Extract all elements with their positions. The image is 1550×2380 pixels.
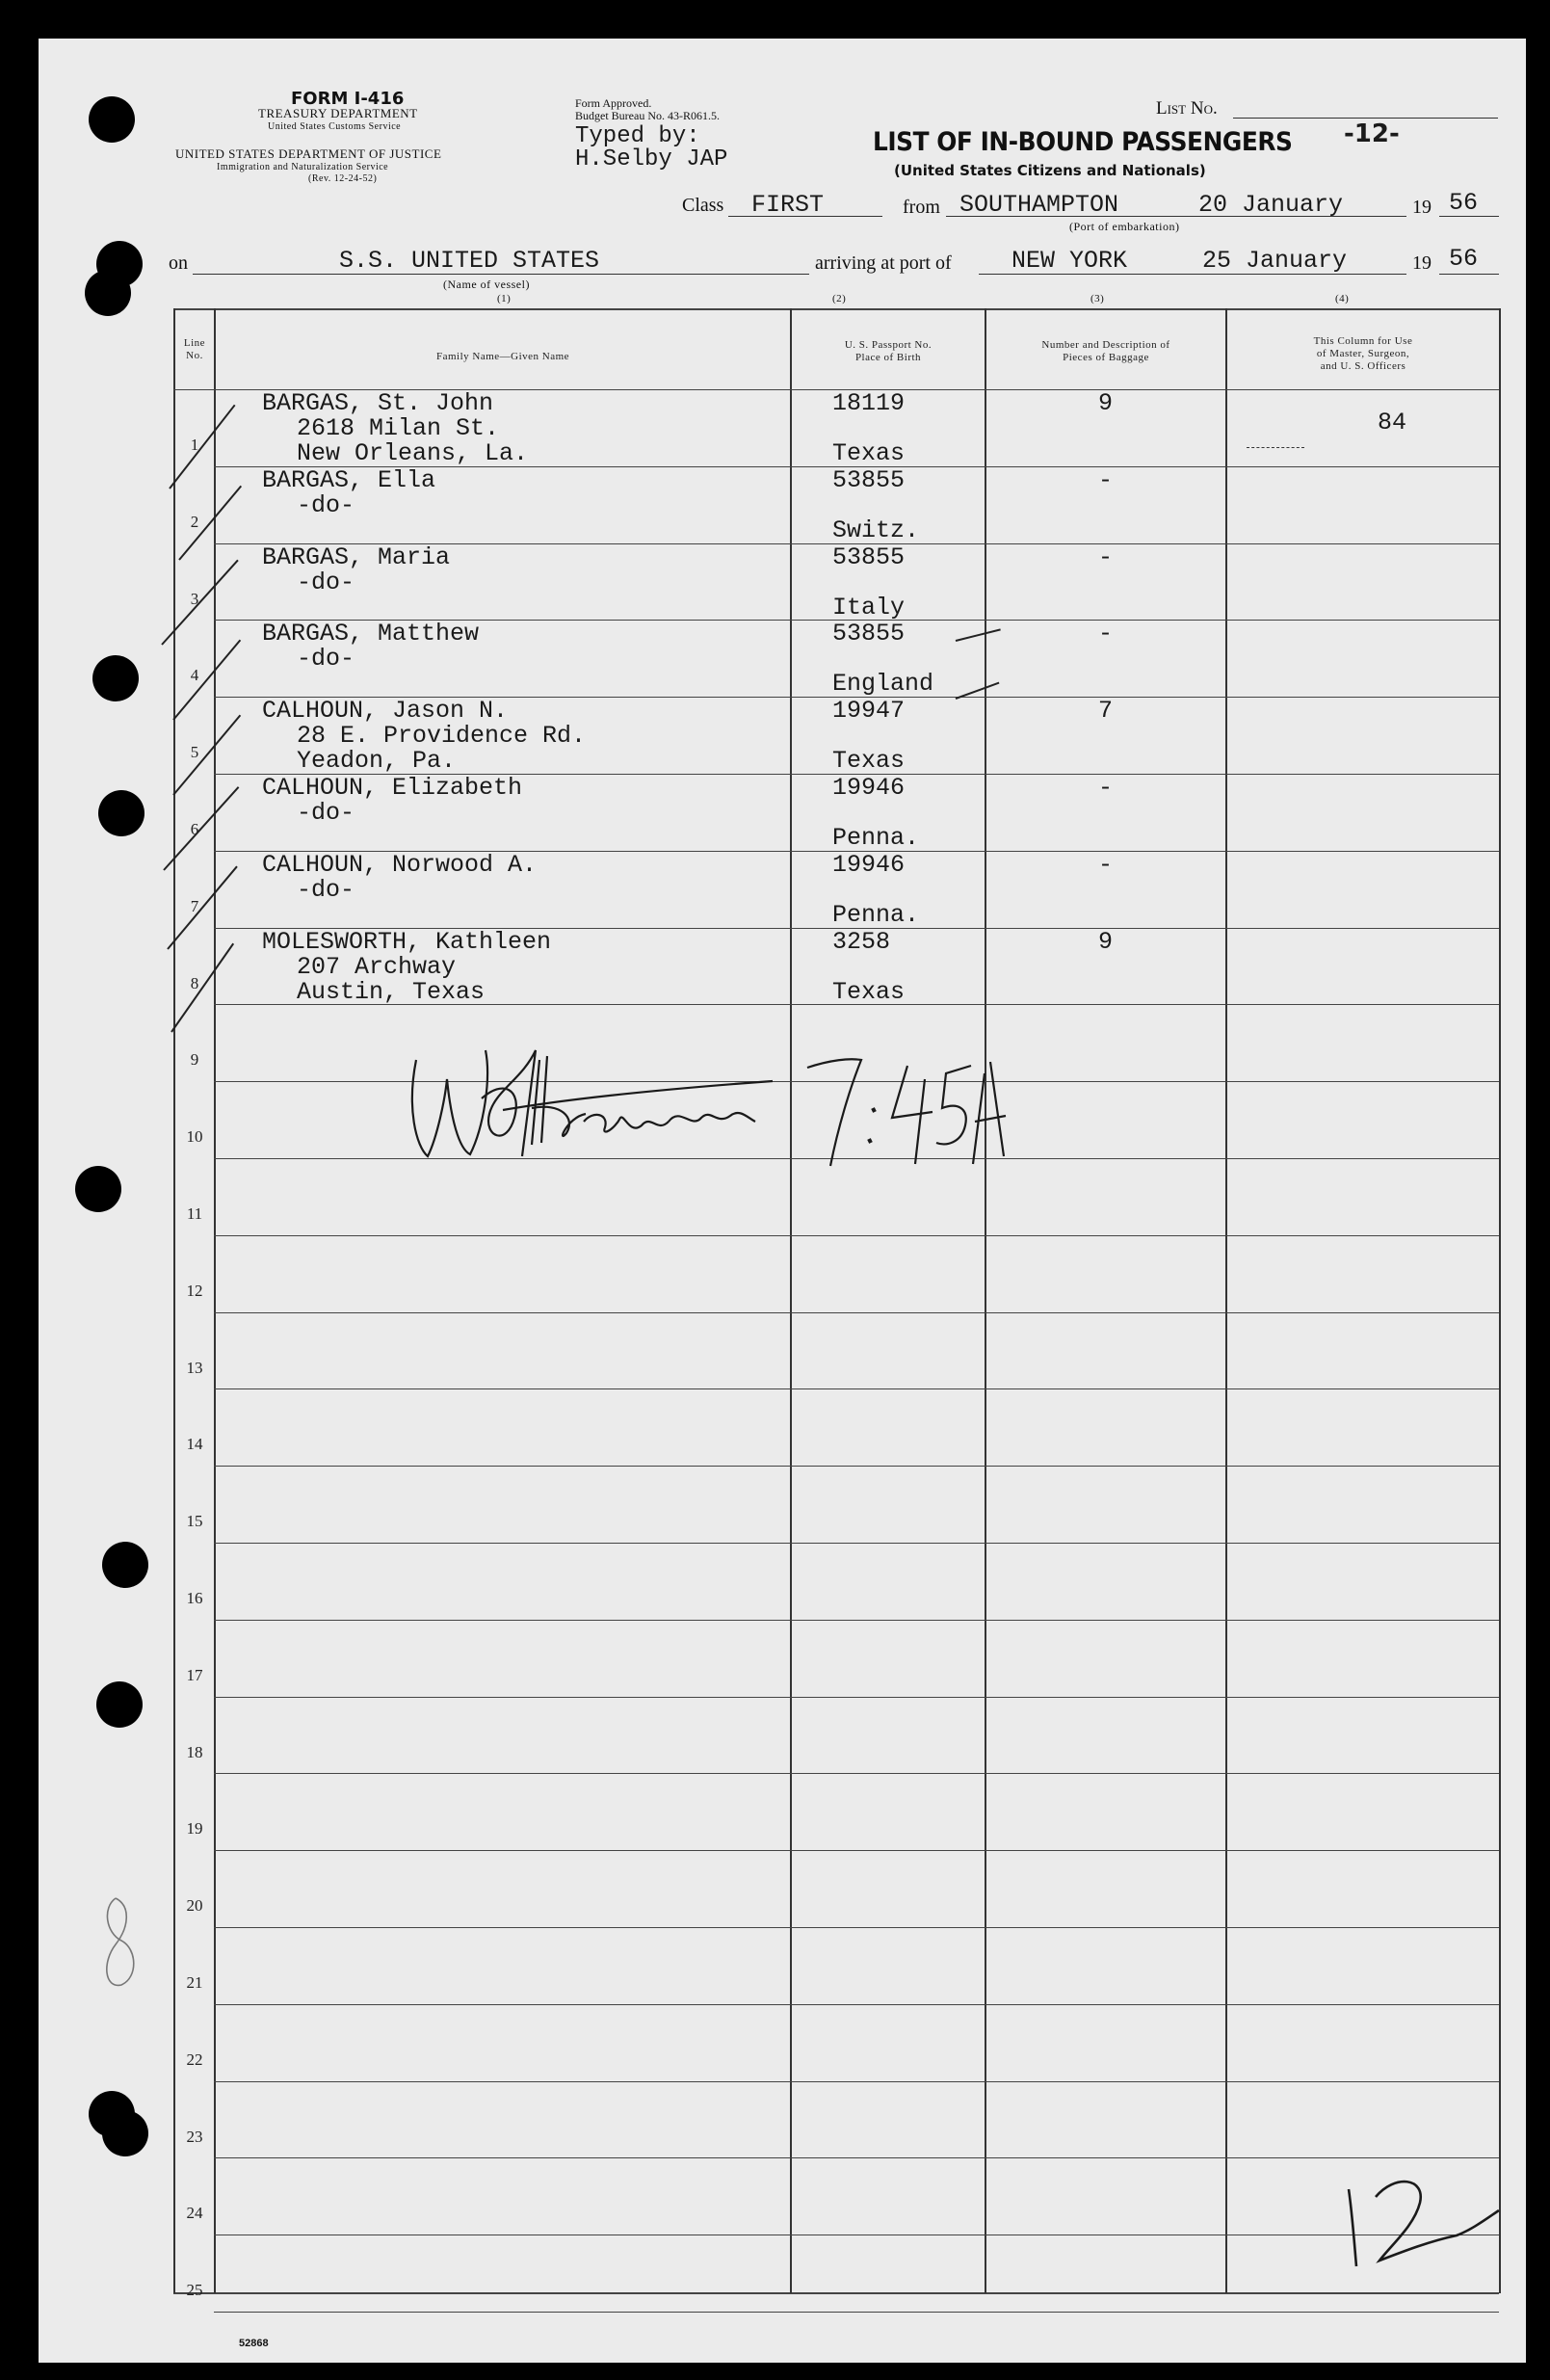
binder-hole — [102, 1542, 148, 1588]
baggage-count: - — [1098, 620, 1114, 648]
col-header-line: Line No. — [183, 337, 206, 361]
line-number: 24 — [186, 2204, 203, 2223]
signature — [378, 1021, 782, 1166]
from-label: from — [903, 197, 940, 218]
line-number: 17 — [186, 1665, 203, 1684]
line-number: 13 — [186, 1358, 203, 1377]
row-divider — [214, 1773, 1499, 1774]
passenger-name: BARGAS, Maria — [262, 542, 451, 571]
document-page — [39, 39, 1526, 2363]
place-of-birth: Texas — [832, 439, 906, 467]
place-of-birth: Texas — [832, 977, 906, 1006]
line-number: 18 — [186, 1742, 203, 1761]
passenger-address-1: 28 E. Providence Rd. — [297, 722, 587, 751]
list-no: -12- — [1344, 119, 1400, 148]
binder-hole — [96, 1681, 143, 1728]
col-header-name: Family Name—Given Name — [435, 351, 570, 362]
officer-mark: 84 — [1378, 409, 1407, 436]
passenger-address-1: 207 Archway — [297, 952, 457, 981]
class-value: FIRST — [751, 191, 825, 219]
justice-dept: UNITED STATES DEPARTMENT OF JUSTICE — [175, 146, 442, 161]
margin-mark — [92, 1889, 150, 1995]
col-header-baggage-2: Pieces of Baggage — [1063, 352, 1149, 363]
page-mark — [1337, 2168, 1501, 2274]
line-number: 15 — [186, 1512, 203, 1531]
line-number: 11 — [186, 1204, 203, 1223]
place-of-birth: England — [832, 670, 934, 699]
baggage-count: 9 — [1098, 927, 1114, 956]
row-divider — [214, 1388, 1499, 1389]
place-of-birth: Penna. — [832, 824, 920, 852]
line-number: 12 — [186, 1281, 203, 1300]
line-number: 23 — [186, 2127, 203, 2146]
line-number: 5 — [190, 743, 199, 762]
line-number: 10 — [186, 1127, 203, 1147]
col-header-officer-1: This Column for Use — [1313, 335, 1413, 347]
department: TREASURY DEPARTMENT — [258, 106, 418, 120]
print-code: 52868 — [239, 2338, 269, 2349]
line-number: 2 — [190, 512, 199, 531]
year-prefix: 19 — [1412, 197, 1432, 218]
baggage-count: - — [1098, 774, 1114, 802]
place-of-birth: Texas — [832, 747, 906, 776]
line-number: 9 — [190, 1050, 199, 1070]
passport-number: 53855 — [832, 542, 906, 571]
passport-number: 19946 — [832, 850, 906, 879]
binder-hole — [85, 270, 131, 316]
passport-number: 19947 — [832, 697, 906, 726]
binder-hole — [102, 2110, 148, 2156]
customs-service: United States Customs Service — [268, 121, 402, 132]
line-number: 7 — [190, 896, 199, 915]
col-header-birth: Place of Birth — [854, 352, 922, 363]
row-divider — [214, 1235, 1499, 1236]
col-num-2: (2) — [832, 293, 847, 304]
page-title: LIST OF IN-BOUND PASSENGERS — [873, 127, 1293, 157]
passenger-name: BARGAS, St. John — [262, 389, 494, 417]
col-header-baggage-1: Number and Description of — [1041, 339, 1170, 351]
binder-hole — [75, 1166, 121, 1212]
row-divider — [214, 1620, 1499, 1621]
passenger-name: CALHOUN, Norwood A. — [262, 850, 538, 879]
line-number: 3 — [190, 589, 199, 608]
page-subtitle: (United States Citizens and Nationals) — [894, 162, 1206, 179]
place-of-birth: Switz. — [832, 516, 920, 544]
row-divider — [214, 1543, 1499, 1544]
year-prefix-2: 19 — [1412, 252, 1432, 274]
arrival-date: 25 January — [1202, 247, 1348, 275]
form-number: FORM I-416 — [291, 89, 405, 109]
passenger-address-2: New Orleans, La. — [297, 439, 529, 467]
typed-by-label: Typed by: — [575, 123, 700, 149]
departure-year: 56 — [1449, 189, 1479, 217]
passenger-name: CALHOUN, Elizabeth — [262, 774, 523, 802]
port-caption: (Port of embarkation) — [1069, 220, 1180, 233]
revision: (Rev. 12-24-52) — [308, 173, 378, 184]
col-num-1: (1) — [497, 293, 512, 304]
arrival-year: 56 — [1449, 245, 1479, 273]
passenger-address-2: Austin, Texas — [297, 977, 486, 1006]
place-of-birth: Italy — [832, 593, 906, 621]
baggage-count: - — [1098, 465, 1114, 494]
time-note — [801, 1050, 1013, 1176]
binder-hole — [98, 790, 144, 836]
form-approved: Form Approved. — [575, 96, 652, 110]
line-number: 14 — [186, 1435, 203, 1454]
port-of-embarkation: SOUTHAMPTON — [959, 191, 1119, 219]
col-header-officer-2: of Master, Surgeon, — [1316, 348, 1410, 359]
row-divider — [214, 2081, 1499, 2082]
line-number: 20 — [186, 1896, 203, 1916]
row-divider — [214, 2157, 1499, 2158]
row-divider — [214, 1927, 1499, 1928]
passport-number: 53855 — [832, 465, 906, 494]
departure-date: 20 January — [1198, 191, 1344, 219]
row-divider — [214, 1850, 1499, 1851]
col-header-officer-3: and U. S. Officers — [1320, 360, 1406, 372]
vessel-caption: (Name of vessel) — [443, 278, 530, 291]
arriving-label: arriving at port of — [815, 252, 952, 274]
passenger-address-1: -do- — [297, 568, 355, 596]
arrival-port: NEW YORK — [1011, 247, 1128, 275]
passenger-address-1: 2618 Milan St. — [297, 414, 500, 442]
baggage-count: - — [1098, 850, 1114, 879]
binder-hole — [92, 655, 139, 701]
col-num-3: (3) — [1090, 293, 1105, 304]
line-number: 1 — [190, 436, 199, 454]
passport-number: 3258 — [832, 927, 891, 956]
baggage-count: 9 — [1098, 389, 1114, 417]
row-divider — [214, 2004, 1499, 2005]
col-num-4: (4) — [1335, 293, 1350, 304]
line-number: 21 — [186, 1973, 203, 1992]
list-no-label: List No. — [1156, 98, 1218, 119]
table-top-border — [173, 308, 1499, 310]
col-header-passport: U. S. Passport No. — [844, 339, 933, 351]
typed-by: H.Selby JAP — [575, 146, 728, 172]
row-divider — [214, 1466, 1499, 1467]
budget-bureau: Budget Bureau No. 43-R061.5. — [575, 109, 720, 122]
vessel-name: S.S. UNITED STATES — [339, 247, 600, 275]
line-number: 16 — [186, 1589, 203, 1607]
line-number: 25 — [186, 2281, 203, 2300]
on-label: on — [169, 252, 188, 274]
ins-service: Immigration and Naturalization Service — [217, 162, 389, 172]
line-number: 22 — [186, 2049, 203, 2069]
passenger-name: CALHOUN, Jason N. — [262, 697, 509, 726]
binder-hole — [89, 96, 135, 143]
passenger-name: MOLESWORTH, Kathleen — [262, 927, 552, 956]
passenger-address-1: -do- — [297, 875, 355, 904]
line-number: 6 — [190, 820, 199, 838]
passenger-name: BARGAS, Ella — [262, 465, 436, 494]
line-number: 19 — [186, 1819, 203, 1838]
baggage-count: 7 — [1098, 697, 1114, 726]
passenger-address-1: -do- — [297, 490, 355, 519]
class-label: Class — [682, 195, 724, 216]
passenger-name: BARGAS, Matthew — [262, 620, 480, 648]
line-number: 4 — [190, 666, 199, 685]
passport-number: 19946 — [832, 774, 906, 802]
row-divider — [214, 2312, 1499, 2313]
passport-number: 18119 — [832, 389, 906, 417]
place-of-birth: Penna. — [832, 900, 920, 929]
passenger-address-1: -do- — [297, 645, 355, 674]
row-divider — [214, 1312, 1499, 1313]
table-bottom-border — [173, 2292, 1499, 2294]
passport-number: 53855 — [832, 620, 906, 648]
passenger-address-2: Yeadon, Pa. — [297, 747, 457, 776]
passenger-address-1: -do- — [297, 799, 355, 827]
baggage-count: - — [1098, 542, 1114, 571]
row-divider — [214, 1697, 1499, 1698]
line-number: 8 — [190, 973, 199, 992]
